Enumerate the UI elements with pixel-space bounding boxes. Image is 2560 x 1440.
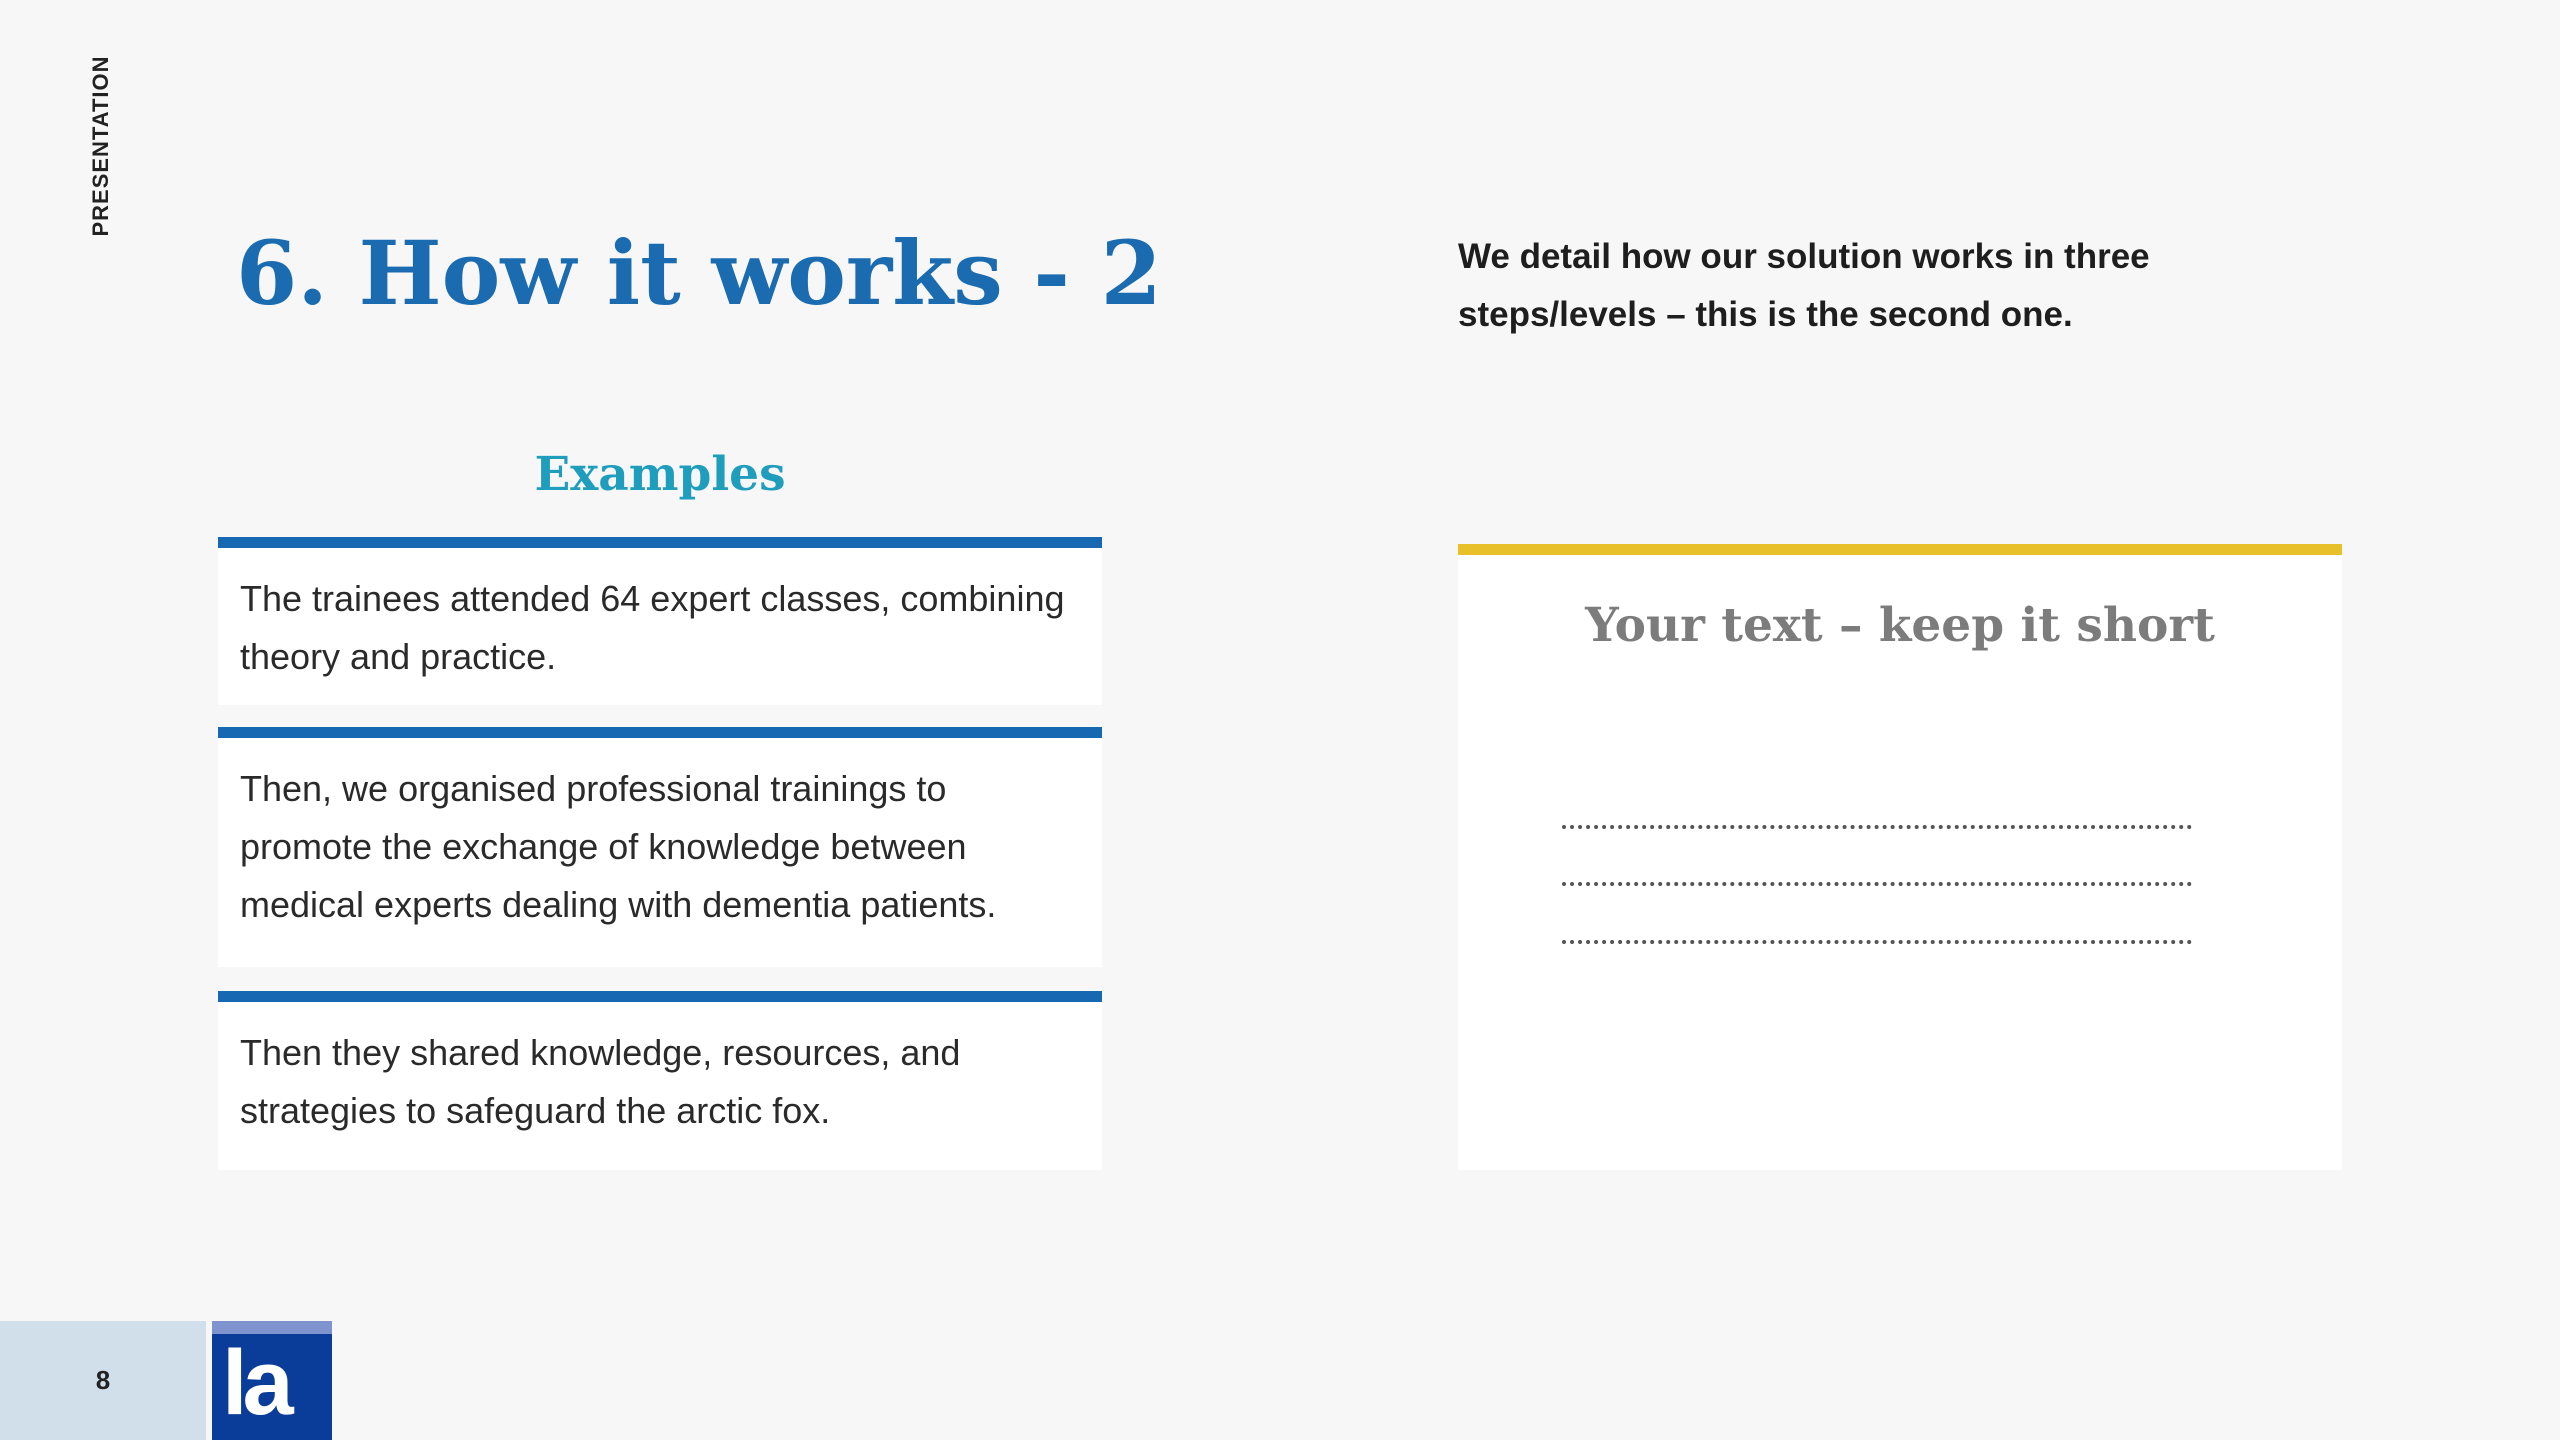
page-number: 8 xyxy=(95,1365,111,1395)
example-card-3: Then they shared knowledge, resources, and strategies to safeguard the arctic fox. xyxy=(218,991,1102,1170)
slide-title: 6. How it works - 2 xyxy=(236,221,1162,325)
example-card-1: The trainees attended 64 expert classes, combining theory and practice. xyxy=(218,537,1102,705)
examples-heading: Examples xyxy=(534,447,786,502)
dotted-line xyxy=(1562,825,2192,829)
example-card-2: Then, we organised professional trainings to promote the exchange of knowledge between medical experts dealing with dementia patients. xyxy=(218,727,1102,967)
text-placeholder-card xyxy=(1458,544,2342,1170)
intro-text: We detail how our solution works in three steps/levels – this is the second one. xyxy=(1458,237,2150,334)
company-logo xyxy=(212,1321,332,1440)
page-number-box xyxy=(0,1321,206,1440)
placeholder-title: Your text – keep it short xyxy=(1585,598,2215,653)
dotted-line xyxy=(1562,940,2192,944)
dotted-line xyxy=(1562,882,2192,886)
logo-text: la xyxy=(222,1332,289,1434)
section-label: PRESENTATION xyxy=(88,55,113,237)
